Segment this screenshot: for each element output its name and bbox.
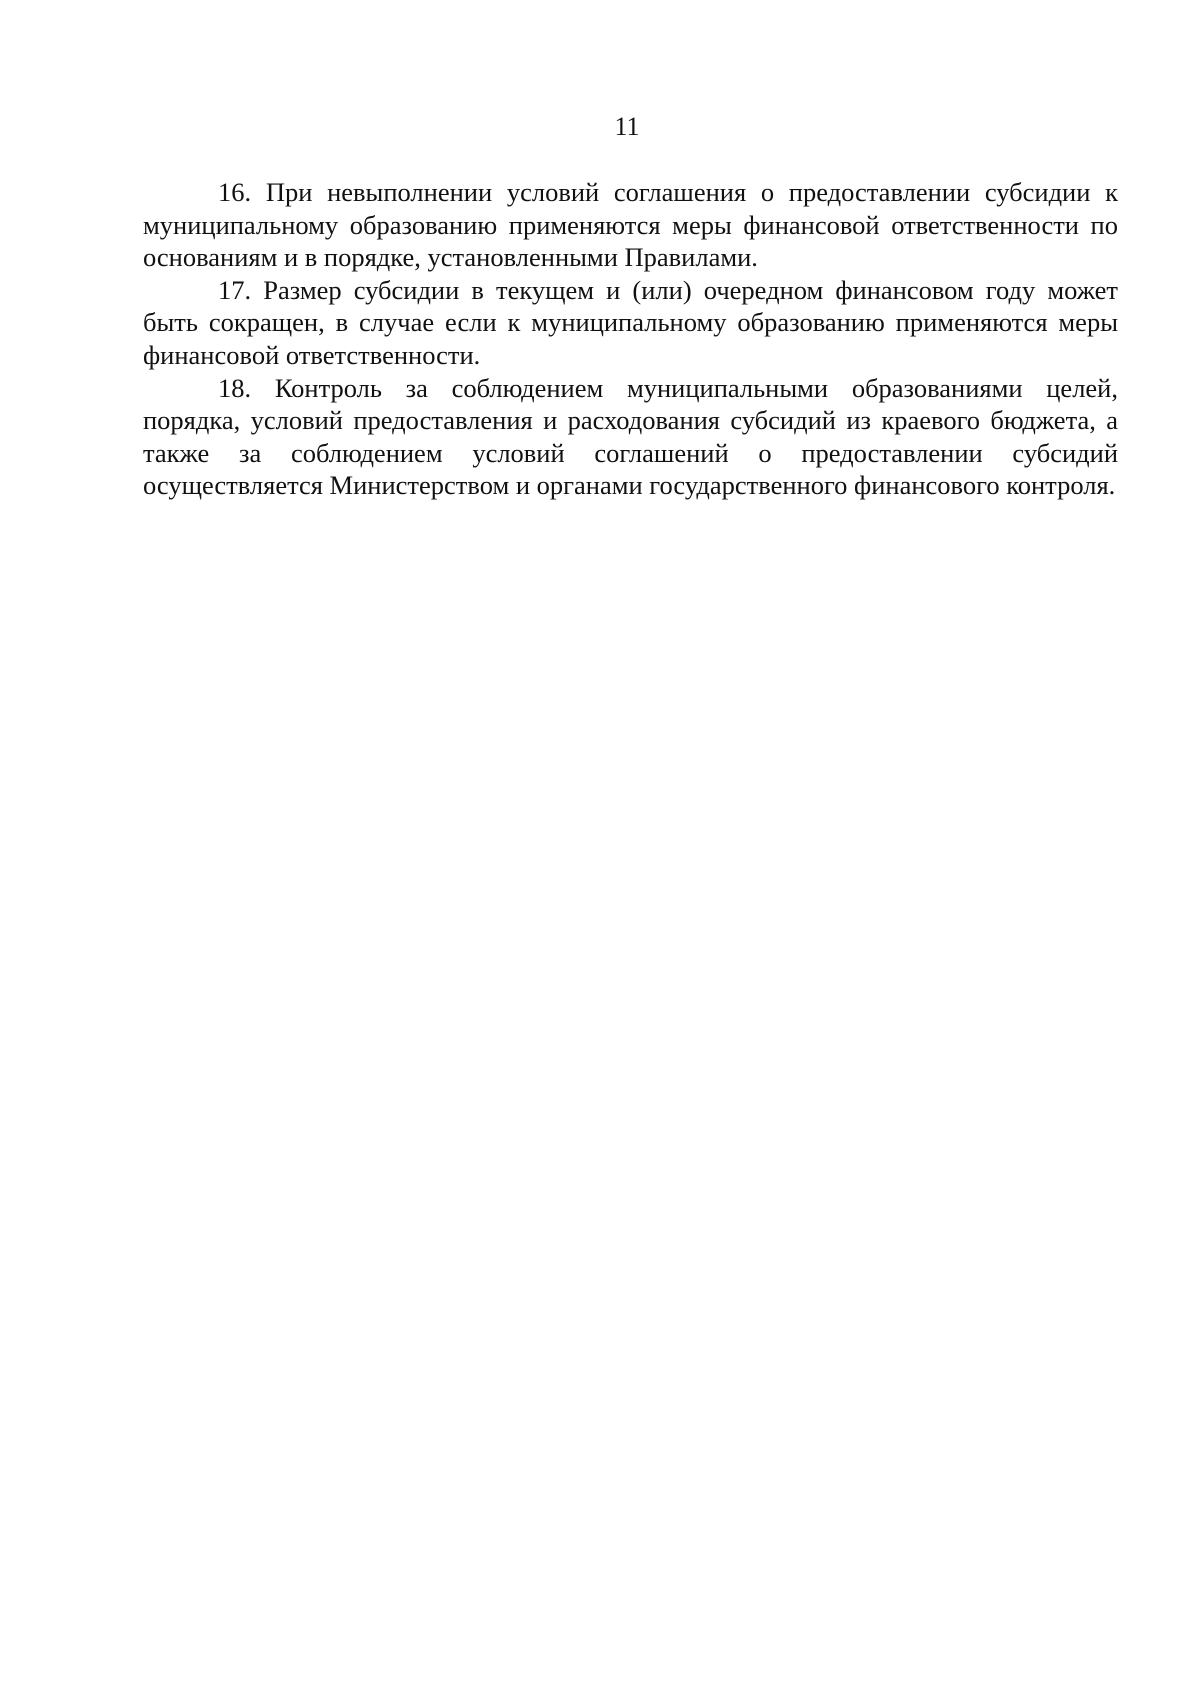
document-body [143, 176, 1118, 502]
paragraph-16: 16. При невыполнении условий соглашения о предоставлении субсидии к муниципальному образованию применяются меры финансовой ответственности по основаниям и в порядке, установленными Правилами. [143, 177, 1118, 273]
page-number: 11 [614, 112, 640, 141]
paragraph-18: 18. Контроль за соблюдением муниципальными образованиями целей, порядка, условий предоставления и расходования субсидий из краевого бюджета, а также за соблюдением условий соглашений о предоставлении субсидий осуществляется Министерством и органами государственного финансового контроля. [143, 372, 1118, 501]
paragraph-17: 17. Размер субсидии в текущем и (или) очередном финансовом году может быть сокращен, в случае если к муниципальному образованию применяются меры финансовой ответственности. [143, 274, 1118, 370]
